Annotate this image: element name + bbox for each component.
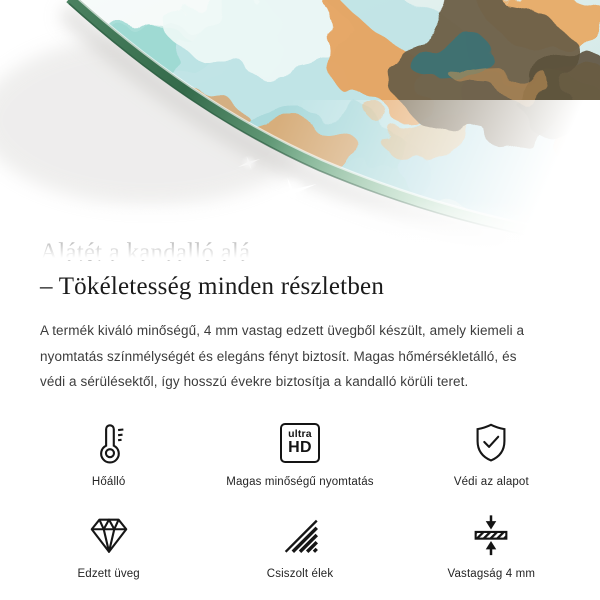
photo-fade-bottom	[0, 190, 600, 260]
product-description: A termék kiváló minőségű, 4 mm vastag edzett üvegből készült, amely kiemeli a nyomtatás színmélységét és elegáns fényt biztosít. Magas hőmérsékletálló, és védi a sérülésektől, így hosszú évekre biztosítja a kandalló körüli teret.	[40, 323, 525, 389]
feature-label: Magas minőségű nyomtatás	[226, 475, 374, 488]
feature-grid	[0, 420, 600, 580]
hero-product-photo	[0, 0, 600, 228]
feature-label: Védi az alapot	[453, 475, 529, 488]
feature-print-quality	[204, 420, 395, 488]
thermometer-icon	[86, 420, 132, 466]
feature-tempered-glass	[13, 512, 204, 580]
thickness-icon	[468, 512, 514, 558]
feature-label: Vastagság 4 mm	[447, 567, 536, 580]
polished-edges-icon	[277, 512, 323, 558]
diamond-icon	[86, 512, 132, 558]
feature-label: Edzett üveg	[77, 567, 140, 580]
ultra-hd-icon: ultra HD	[280, 423, 320, 463]
feature-label: Hőálló	[91, 475, 126, 488]
feature-heat-resistant	[13, 420, 204, 488]
feature-thickness	[396, 512, 587, 580]
feature-polished-edges	[204, 512, 395, 580]
page-title-line2: – Tökéletesség minden részletben	[40, 273, 385, 300]
feature-label: Csiszolt élek	[266, 567, 334, 580]
feature-protects-base	[396, 420, 587, 488]
glass-pad-illustration	[0, 0, 600, 260]
shield-check-icon	[468, 420, 514, 466]
